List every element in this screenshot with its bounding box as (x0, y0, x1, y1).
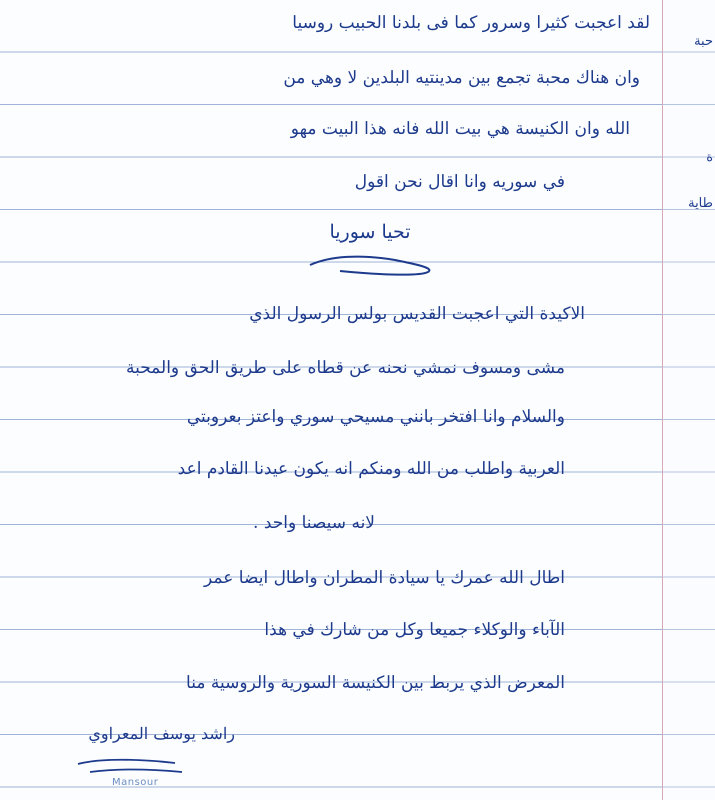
margin-fragment: حبة (694, 34, 713, 49)
letter-line: لقد اعجبت كثيرا وسرور كما فى بلدنا الحبيب روسيا (292, 13, 650, 33)
margin-fragment: طاية (688, 196, 713, 211)
letter-line: اطال الله عمرك يا سيادة المطران واطال ايضا عمر (204, 568, 565, 588)
letter-line: وان هناك محبة تجمع بين مدينتيه البلدين لا وهي من (283, 68, 640, 88)
letter-line: المعرض الذي يربط بين الكنيسة السورية والروسية منا (186, 673, 565, 693)
letter-line: الله وان الكنيسة هي بيت الله فانه هذا البيت مهو (290, 119, 630, 139)
letter-line: مشى ومسوف نمشي نحنه عن قطاه على طريق الحق والمحبة (125, 358, 565, 378)
letter-line: الاكيدة التي اعجبت القديس بولس الرسول الذي (249, 304, 585, 324)
watermark: Mansour (112, 777, 159, 788)
margin-fragment: ة (706, 150, 713, 165)
letter-line: الآباء والوكلاء جميعا وكل من شارك في هذا (264, 620, 565, 640)
adjacent-page-strip (663, 0, 715, 800)
letter-line: في سوريه وانا اقال نحن اقول (354, 172, 565, 192)
slogan-flourish (300, 250, 450, 280)
letter-line: والسلام وانا افتخر بانني مسيحي سوري واعتز بعروبتي (186, 407, 565, 427)
letter-line: لانه سيصنا واحد . (253, 513, 375, 533)
letter-line: العربية واطلب من الله ومنكم انه يكون عيدنا القادم اعد (177, 459, 565, 479)
slogan: تحيا سوريا (329, 221, 411, 243)
signature: راشد يوسف المعراوي (88, 724, 235, 743)
